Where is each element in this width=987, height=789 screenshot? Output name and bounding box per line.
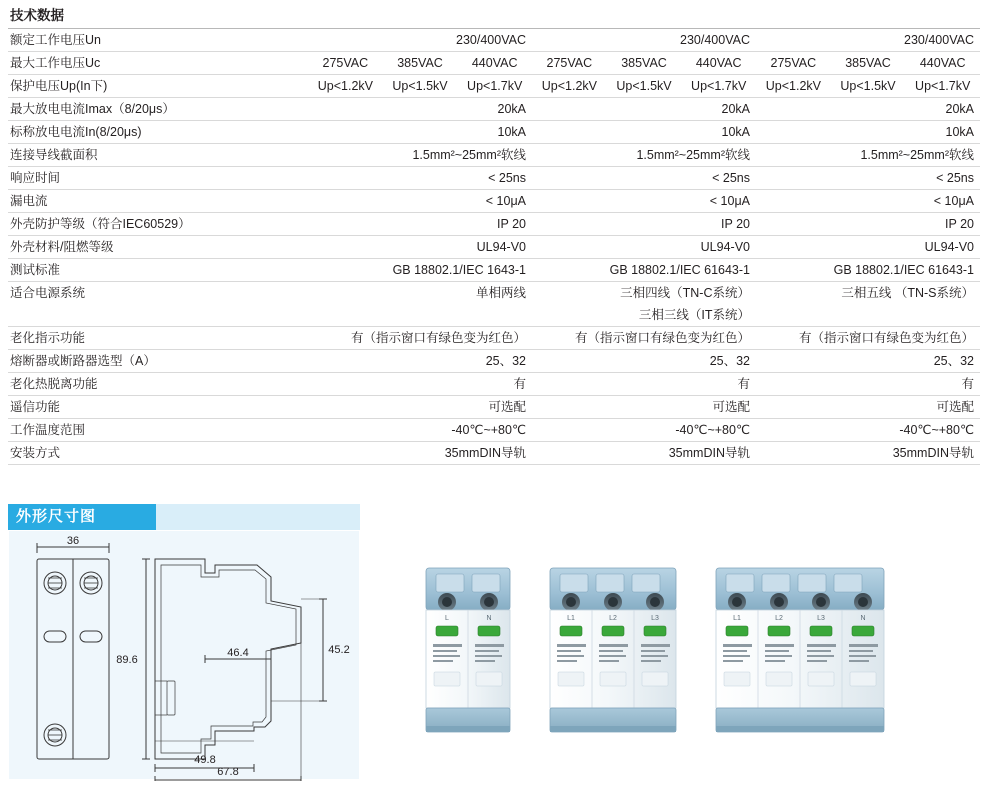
row-value-col1: < 10μA [308,190,532,213]
table-row [8,190,980,213]
row-value-col1: < 25ns [308,167,532,190]
table-row [8,75,980,98]
row-value-col2: 230/400VAC [532,29,756,52]
row-value-col1: UL94-V0 [308,236,532,259]
row-value-col3: IP 20 [756,213,980,236]
row-label: 最大放电电流Imax（8/20μs） [8,98,308,121]
sub-value: 275VAC [322,56,369,70]
sub-value: Up<1.2kV [541,79,597,93]
sub-value: Up<1.7kV [915,79,971,93]
title-spacer-1 [308,4,532,29]
row-value-col1: 10kA [308,121,532,144]
sub-value: 275VAC [770,56,817,70]
product-2pole [426,568,510,732]
row-value-col3: 10kA [756,121,980,144]
row-label: 外壳材料/阻燃等级 [8,236,308,259]
dim-total-depth: 67.8 [217,766,239,778]
row-value-col3: 有 [756,373,980,396]
dim-height: 89.6 [116,654,138,666]
row-value-col3: -40℃~+80℃ [756,419,980,442]
sub-value: 275VAC [546,56,593,70]
table-row [8,327,980,350]
row-value-col2: UL94-V0 [532,236,756,259]
row-value-col1: 1.5mm²~25mm²软线 [308,144,532,167]
status-indicator-window [726,626,748,636]
dimension-drawing-panel [8,530,360,780]
row-value-col2 [532,75,756,98]
status-indicator-window [768,626,790,636]
sub-value: 385VAC [397,56,443,70]
row-value-col1: IP 20 [308,213,532,236]
row-value-col3: 20kA [756,98,980,121]
section-title: 技术数据 [8,4,308,29]
terminal-label-L2: L2 [609,615,617,622]
status-indicator-window [810,626,832,636]
terminal-label-L3: L3 [817,615,825,622]
technical-data-table [8,4,980,465]
row-value-col2: 三相四线（TN-C系统） [620,286,750,300]
terminal-label-N: N [860,615,866,622]
status-indicator-window [644,626,666,636]
row-value-col1: GB 18802.1/IEC 1643-1 [308,259,532,282]
row-value-col1: 有 [308,373,532,396]
title-spacer-2 [532,4,756,29]
terminal-label-L: L [445,615,449,622]
sub-value: Up<1.5kV [392,79,448,93]
terminal-label-N: N [486,615,492,622]
row-label: 工作温度范围 [8,419,308,442]
table-title-row [8,4,980,29]
table-row [8,442,980,465]
product-4pole [716,568,884,732]
table-row [8,98,980,121]
terminal-label-L1: L1 [567,615,575,622]
row-value-col2: -40℃~+80℃ [532,419,756,442]
sub-value: Up<1.2kV [317,79,373,93]
row-value-col2 [532,52,756,75]
sub-value: 385VAC [845,56,891,70]
product-3pole [550,568,676,732]
table-row [8,29,980,52]
row-label: 响应时间 [8,167,308,190]
table-row [8,350,980,373]
row-value-col3: 35mmDIN导轨 [756,442,980,465]
row-value-col2: GB 18802.1/IEC 61643-1 [532,259,756,282]
row-value-col2: < 10μA [532,190,756,213]
row-value-col1: 25、32 [308,350,532,373]
row-value-col1: 35mmDIN导轨 [308,442,532,465]
row-value-col1 [308,52,532,75]
dim-base-depth: 49.8 [194,754,216,766]
row-value-col1: 20kA [308,98,532,121]
row-value-col3 [756,52,980,75]
row-label: 标称放电电流In(8/20μs) [8,121,308,144]
row-value-col2: 有 [532,373,756,396]
row-value-col1 [308,304,532,327]
row-value-col1: 有（指示窗口有绿色变为红色） [308,327,532,350]
row-label: 熔断器或断路器选型（A） [8,350,308,373]
row-value-col2: 10kA [532,121,756,144]
row-label: 老化热脱离功能 [8,373,308,396]
sub-value: Up<1.5kV [840,79,896,93]
row-value-col2: 有（指示窗口有绿色变为红色） [532,327,756,350]
table-row [8,282,980,305]
table-row [8,373,980,396]
row-label: 适合电源系统 [10,286,86,300]
status-indicator-window [852,626,874,636]
row-value-col3: < 10μA [756,190,980,213]
sub-value: 385VAC [621,56,667,70]
row-label: 额定工作电压Un [8,29,308,52]
table-row [8,259,980,282]
row-label: 测试标准 [8,259,308,282]
table-row [8,396,980,419]
row-value-col3: 有（指示窗口有绿色变为红色） [756,327,980,350]
table-row [8,236,980,259]
row-label: 遥信功能 [8,396,308,419]
product-photos-svg [390,540,970,780]
row-label: 漏电流 [8,190,308,213]
title-spacer-3 [756,4,980,29]
sub-value: 440VAC [919,56,966,70]
terminal-label-L2: L2 [775,615,783,622]
dim-front-width: 36 [66,535,80,547]
row-label [8,304,308,327]
row-value-col3 [756,304,980,327]
row-value-col3: 1.5mm²~25mm²软线 [756,144,980,167]
row-value-col2: 20kA [532,98,756,121]
row-value-col2: 三相三线（IT系统） [532,304,756,327]
row-value-col2: 1.5mm²~25mm²软线 [532,144,756,167]
terminal-label-L3: L3 [651,615,659,622]
row-label: 连接导线截面积 [8,144,308,167]
row-value-col3: 可选配 [756,396,980,419]
table-row [8,52,980,75]
row-value-col3: < 25ns [756,167,980,190]
row-label: 保护电压Up(In下) [8,75,308,98]
sub-value: Up<1.7kV [467,79,523,93]
row-label: 安装方式 [8,442,308,465]
row-label: 老化指示功能 [8,327,308,350]
row-value-col2: < 25ns [532,167,756,190]
row-value-col2: 可选配 [532,396,756,419]
row-value-col1: 单相两线 [475,286,526,300]
dim-rail-height: 45.2 [328,644,350,656]
status-indicator-window [436,626,458,636]
row-label: 最大工作电压Uc [8,52,308,75]
sub-value: 440VAC [695,56,742,70]
row-value-col3: 25、32 [756,350,980,373]
sub-value: 440VAC [471,56,518,70]
row-value-col2: IP 20 [532,213,756,236]
row-value-col3: UL94-V0 [756,236,980,259]
table-row [8,419,980,442]
dim-body-depth: 46.4 [227,647,249,659]
row-value-col1: 230/400VAC [308,29,532,52]
status-indicator-window [602,626,624,636]
sub-value: Up<1.5kV [616,79,672,93]
table-row [8,167,980,190]
terminal-label-L1: L1 [733,615,741,622]
row-value-col3 [756,75,980,98]
table-row [8,121,980,144]
row-value-col1: -40℃~+80℃ [308,419,532,442]
row-value-col1 [308,75,532,98]
sub-value: Up<1.2kV [765,79,821,93]
status-indicator-window [478,626,500,636]
row-value-col3: GB 18802.1/IEC 61643-1 [756,259,980,282]
table-row [8,213,980,236]
table-row [8,304,980,327]
dimension-drawing-svg [9,531,361,781]
sub-value: Up<1.7kV [691,79,747,93]
row-value-col1: 可选配 [308,396,532,419]
row-value-col2: 35mmDIN导轨 [532,442,756,465]
row-value-col3: 230/400VAC [756,29,980,52]
row-value-col3: 三相五线 （TN-S系统） [841,286,974,300]
status-indicator-window [560,626,582,636]
row-value-col2: 25、32 [532,350,756,373]
row-label: 外壳防护等级（符合IEC60529） [8,213,308,236]
product-photo-group [390,540,970,780]
dimension-section-header: 外形尺寸图 [8,504,156,530]
table-row [8,144,980,167]
